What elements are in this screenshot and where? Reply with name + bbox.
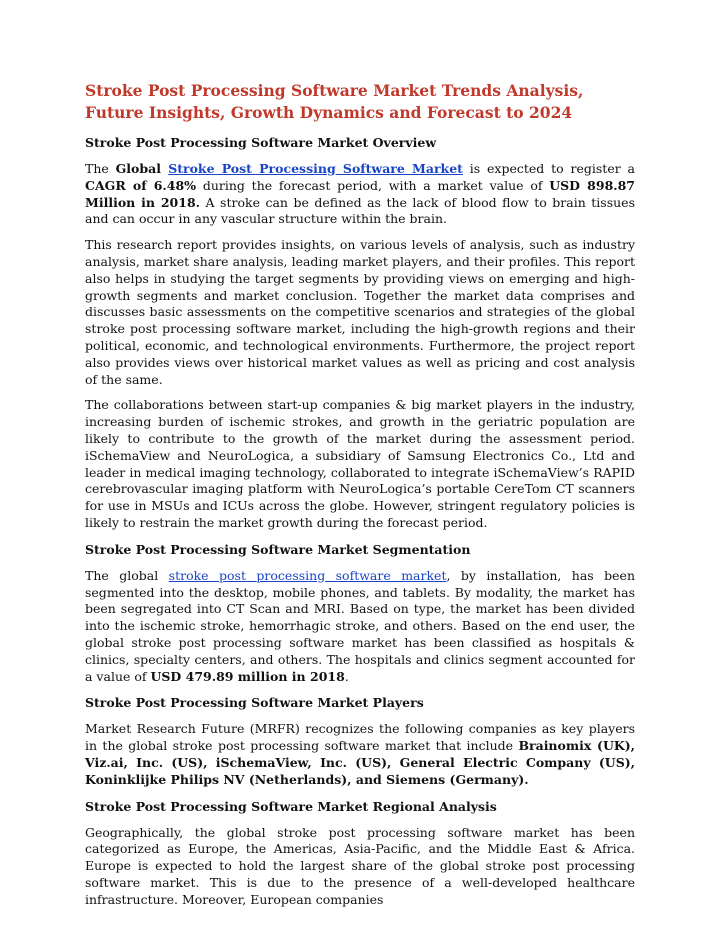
text: is expected to register a xyxy=(462,161,635,176)
text: . xyxy=(344,668,349,684)
overview-heading: Stroke Post Processing Software Market Overview xyxy=(85,135,437,150)
regional-heading: Stroke Post Processing Software Market Regional Analysis xyxy=(85,798,497,814)
overview-paragraph-2: This research report provides insights, on various levels of analysis, such as industry analysis, market share analysis, leading market players, and their profiles. This report also helps in studying the target segments by providing views on emerging and high-growth segments and market conclusion. Together the market data comprises and discusses basic assessments on the competitive scenarios and strategies of the global stroke post processing software market, including the high-growth regions and their political, economic, and technological environments. Furthermore, the project report also provides views over historical market values as well as pricing and cost analysis of the same. xyxy=(85,237,635,387)
players-heading: Stroke Post Processing Software Market Players xyxy=(85,695,424,711)
overview-paragraph-3: The collaborations between start-up companies & big market players in the industry, increasing burden of ischemic strokes, and growth in the geriatric population are likely to contribute to the growth of the market during the assessment period. iSchemaView and NeuroLogica, a subsidiary of Samsung Electronics Co., Ltd and leader in medical imaging technology, collaborated to integrate iSchemaView’s RAPID cerebrovascular imaging platform with NeuroLogica’s portable CereTom CT scanners for use in MSUs and ICUs across the globe. However, stringent regulatory policies is likely to restrain the market growth during the forecast period. xyxy=(85,397,635,530)
text: during the forecast period, with a market value of xyxy=(196,177,550,193)
text: Market Research Future (MRFR) recognizes the following companies as key players in the global stroke post processing software market that include xyxy=(85,721,635,754)
text: The xyxy=(85,161,116,176)
players-paragraph xyxy=(85,721,635,788)
text: A stroke can be defined as the lack of blood flow to brain tissues and can occur in any vascular structure within the brain. xyxy=(85,194,635,227)
document-body xyxy=(85,80,635,917)
regional-paragraph: Geographically, the global stroke post processing software market has been categorized as Europe, the Americas, Asia-Pacific, and the Middle East & Africa. Europe is expected to hold the largest share of the global stroke post processing software market. This is due to the presence of a well-developed healthcare infrastructure. Moreover, European companies xyxy=(85,824,635,907)
overview-paragraph-1 xyxy=(85,161,635,228)
cagr-value: CAGR of 6.48% xyxy=(85,177,197,193)
document-title: Stroke Post Processing Software Market Trends Analysis, Future Insights, Growth Dynamics and Forecast to 2024 xyxy=(85,81,584,122)
segmentation-heading: Stroke Post Processing Software Market Segmentation xyxy=(85,541,471,557)
market-value: USD 898.87 Million in 2018. xyxy=(85,177,636,210)
key-players-list: Brainomix (UK), Viz.ai, Inc. (US), iSchemaView, Inc. (US), General Electric Company (US), Koninklijke Philips NV (Netherlands), and Siemens (Germany). xyxy=(85,738,635,787)
market-link[interactable]: Stroke Post Processing Software Market xyxy=(168,161,463,176)
bold-text: Global xyxy=(115,161,169,176)
segmentation-paragraph xyxy=(85,568,635,686)
text: The global xyxy=(85,567,169,583)
segment-value: USD 479.89 million in 2018 xyxy=(150,668,345,684)
text: , by installation, has been segmented into the desktop, mobile phones, and tablets. By modality, the market has been segregated into CT Scan and MRI. Based on type, the market has been divided into the ischemic stroke, hemorrhagic stroke, and others. Based on the end user, the global stroke post processing software market has been classified as hospitals & clinics, specialty centers, and others. The hospitals and clinics segment accounted for a value of xyxy=(85,567,635,684)
segmentation-link[interactable]: stroke post processing software market xyxy=(168,567,447,583)
